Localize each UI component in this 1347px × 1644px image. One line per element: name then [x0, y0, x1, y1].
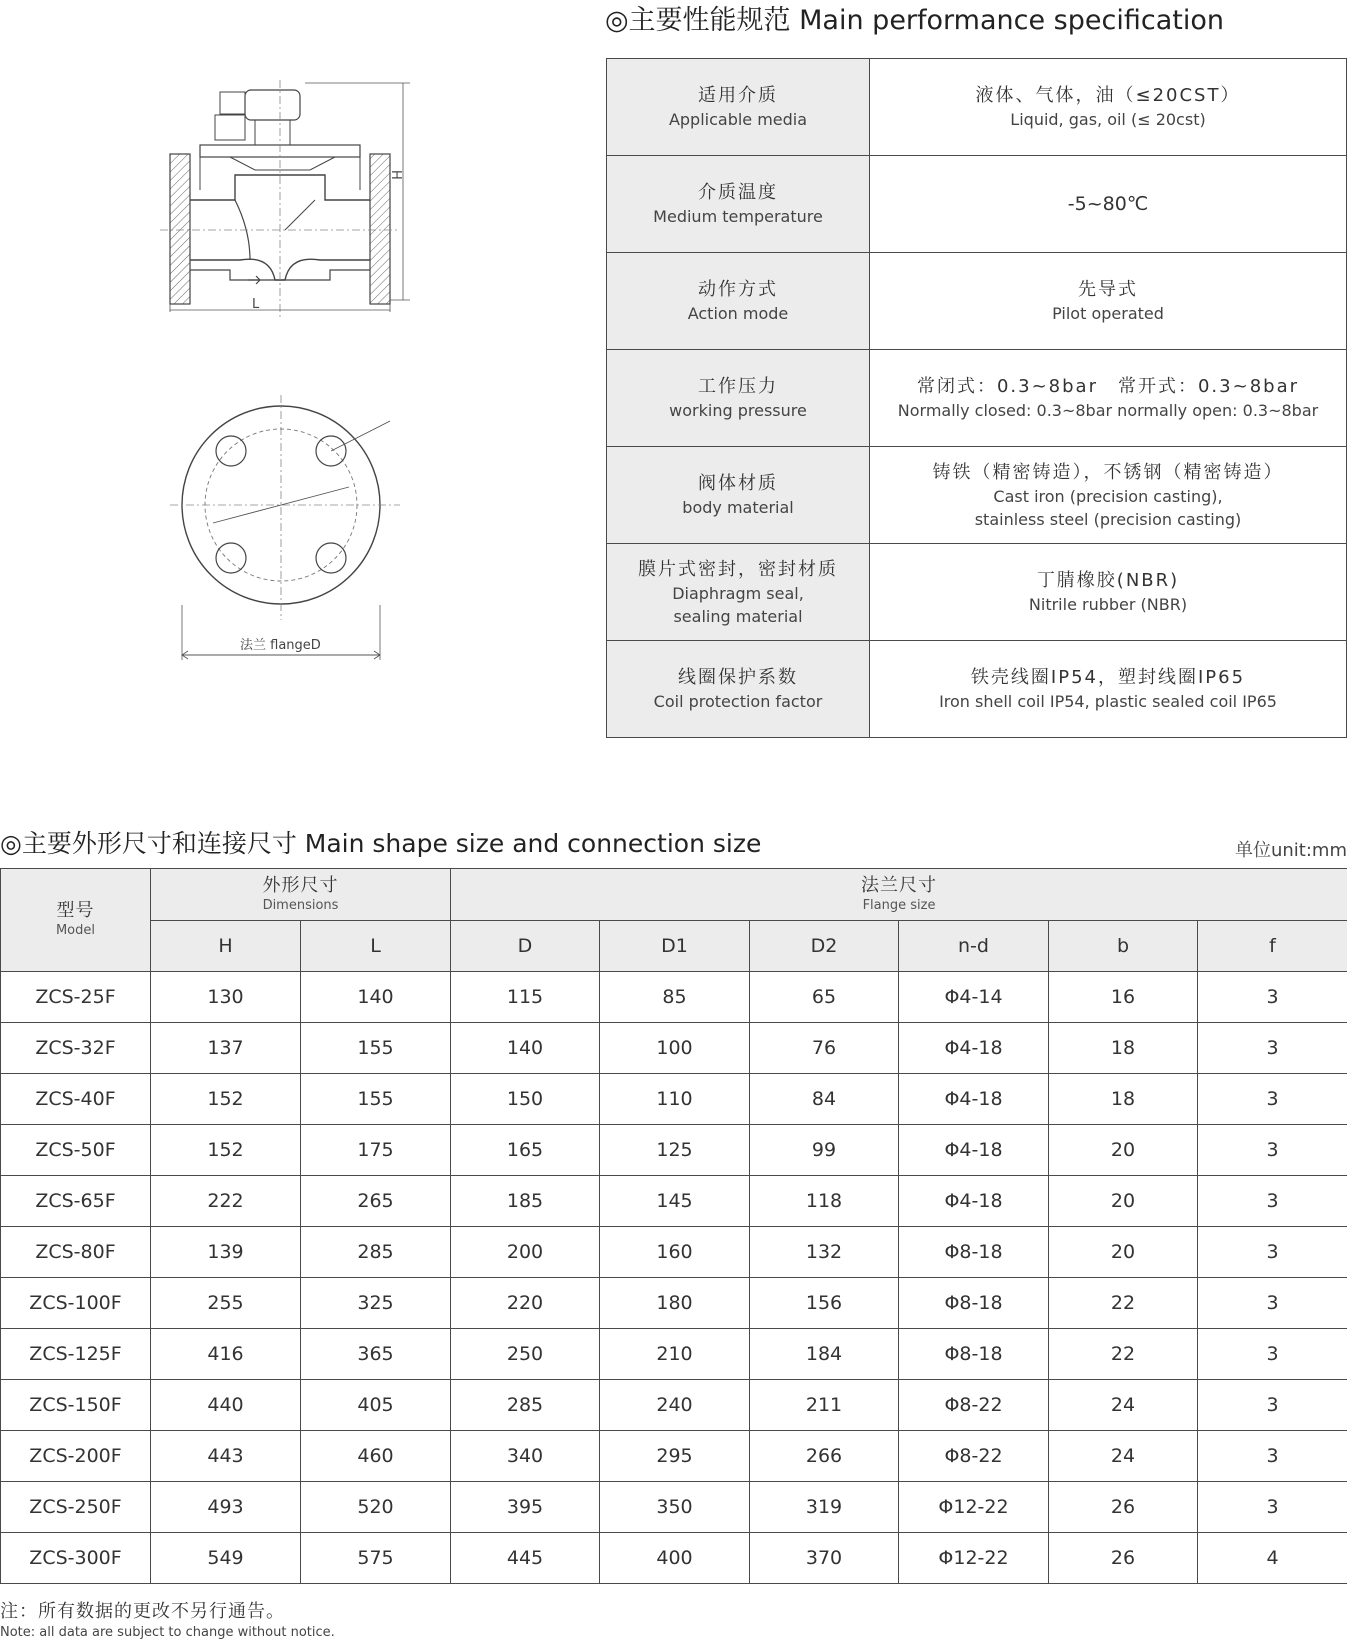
- column-header-l: L: [301, 921, 451, 972]
- value-cell: 285: [301, 1227, 451, 1278]
- model-cell: ZCS-150F: [1, 1380, 151, 1431]
- spec-value-zh: 液体、气体，油（≤20CST）: [975, 85, 1241, 106]
- value-cell: 180: [600, 1278, 750, 1329]
- flange-front-view-drawing: [170, 395, 410, 675]
- spec-row: [607, 59, 1347, 156]
- value-cell: 319: [750, 1482, 899, 1533]
- value-cell: Φ4-18: [899, 1023, 1049, 1074]
- value-cell: 115: [451, 972, 600, 1023]
- value-cell: 266: [750, 1431, 899, 1482]
- value-cell: 400: [600, 1533, 750, 1584]
- value-cell: 340: [451, 1431, 600, 1482]
- spec-value-cell: [870, 544, 1347, 641]
- value-cell: 3: [1198, 1227, 1347, 1278]
- spec-value-en: -5~80℃: [1067, 193, 1149, 215]
- value-cell: 24: [1049, 1431, 1198, 1482]
- spec-value-zh: 丁腈橡胶(NBR): [1036, 570, 1180, 591]
- value-cell: 20: [1049, 1125, 1198, 1176]
- value-cell: 549: [151, 1533, 301, 1584]
- dimensions-header-en: Dimensions: [262, 897, 339, 913]
- size-section-title: ◎主要外形尺寸和连接尺寸 Main shape size and connection size: [0, 829, 762, 858]
- value-cell: 24: [1049, 1380, 1198, 1431]
- spec-label-zh: 膜片式密封，密封材质: [638, 558, 838, 580]
- value-cell: 185: [451, 1176, 600, 1227]
- value-cell: 265: [301, 1176, 451, 1227]
- spec-label-en: Medium temperature: [653, 207, 823, 226]
- spec-label-zh: 线圈保护系数: [678, 667, 798, 688]
- spec-label-en: Applicable media: [668, 110, 808, 129]
- value-cell: 440: [151, 1380, 301, 1431]
- value-cell: 3: [1198, 1431, 1347, 1482]
- spec-label-cell: [607, 156, 870, 253]
- value-cell: 152: [151, 1074, 301, 1125]
- model-cell: ZCS-300F: [1, 1533, 151, 1584]
- spec-label-en: working pressure: [669, 401, 807, 420]
- spec-row: [607, 641, 1347, 738]
- value-cell: 350: [600, 1482, 750, 1533]
- model-cell: ZCS-80F: [1, 1227, 151, 1278]
- value-cell: 139: [151, 1227, 301, 1278]
- value-cell: 130: [151, 972, 301, 1023]
- value-cell: 175: [301, 1125, 451, 1176]
- footnote-zh: 注：所有数据的更改不另行通告。: [0, 1601, 285, 1622]
- model-cell: ZCS-125F: [1, 1329, 151, 1380]
- spec-label-en: Action mode: [687, 304, 789, 323]
- spec-label-en: sealing material: [673, 606, 803, 626]
- value-cell: 110: [600, 1074, 750, 1125]
- model-header-zh: 型号: [56, 900, 95, 921]
- value-cell: 140: [451, 1023, 600, 1074]
- unit-label: 单位unit:mm: [1234, 840, 1347, 861]
- model-cell: ZCS-50F: [1, 1125, 151, 1176]
- value-cell: 4: [1198, 1533, 1347, 1584]
- value-cell: 22: [1049, 1278, 1198, 1329]
- value-cell: 155: [301, 1074, 451, 1125]
- flange-header-zh: 法兰尺寸: [861, 874, 938, 896]
- spec-row: [607, 253, 1347, 350]
- table-row: [1, 1380, 1347, 1431]
- model-cell: ZCS-32F: [1, 1023, 151, 1074]
- value-cell: 3: [1198, 1278, 1347, 1329]
- value-cell: 211: [750, 1380, 899, 1431]
- performance-spec-table: [606, 58, 1347, 738]
- table-row: [1, 1482, 1347, 1533]
- height-dimension-label: H: [388, 170, 403, 180]
- column-header-d: D: [451, 921, 600, 972]
- value-cell: 26: [1049, 1482, 1198, 1533]
- value-cell: 18: [1049, 1023, 1198, 1074]
- value-cell: 3: [1198, 1125, 1347, 1176]
- model-cell: ZCS-65F: [1, 1176, 151, 1227]
- value-cell: 416: [151, 1329, 301, 1380]
- value-cell: 76: [750, 1023, 899, 1074]
- spec-value-cell: [870, 253, 1347, 350]
- model-cell: ZCS-200F: [1, 1431, 151, 1482]
- spec-label-zh: 阀体材质: [698, 473, 778, 494]
- value-cell: 20: [1049, 1176, 1198, 1227]
- column-header-n-d: n-d: [899, 921, 1049, 972]
- value-cell: 150: [451, 1074, 600, 1125]
- table-row: [1, 1431, 1347, 1482]
- spec-row: [607, 350, 1347, 447]
- spec-value-en: Pilot operated: [1052, 304, 1164, 323]
- table-row: [1, 1278, 1347, 1329]
- spec-value-cell: [870, 447, 1347, 544]
- value-cell: 156: [750, 1278, 899, 1329]
- spec-value-en: Normally closed: 0.3~8bar normally open: 0.3~8bar: [897, 401, 1319, 420]
- value-cell: 84: [750, 1074, 899, 1125]
- spec-label-en: body material: [682, 498, 794, 517]
- column-header-h: H: [151, 921, 301, 972]
- value-cell: 240: [600, 1380, 750, 1431]
- spec-value-cell: [870, 641, 1347, 738]
- dimension-table: [0, 868, 1347, 1584]
- value-cell: 3: [1198, 1074, 1347, 1125]
- value-cell: 132: [750, 1227, 899, 1278]
- value-cell: 460: [301, 1431, 451, 1482]
- flange-dimension-label: 法兰 flangeD: [240, 638, 321, 653]
- spec-value-zh: 常闭式：0.3~8bar 常开式：0.3~8bar: [916, 376, 1300, 397]
- model-cell: ZCS-40F: [1, 1074, 151, 1125]
- spec-label-zh: 介质温度: [698, 182, 778, 203]
- value-cell: 165: [451, 1125, 600, 1176]
- dimensions-header-zh: 外形尺寸: [262, 874, 339, 896]
- value-cell: 125: [600, 1125, 750, 1176]
- column-header-b: b: [1049, 921, 1198, 972]
- spec-label-cell: [607, 59, 870, 156]
- spec-section-title: ◎主要性能规范 Main performance specification: [605, 5, 1224, 36]
- value-cell: 445: [451, 1533, 600, 1584]
- spec-value-cell: [870, 59, 1347, 156]
- value-cell: Φ8-18: [899, 1227, 1049, 1278]
- spec-label-en: Diaphragm seal,: [672, 583, 804, 603]
- value-cell: 220: [451, 1278, 600, 1329]
- value-cell: 395: [451, 1482, 600, 1533]
- value-cell: 295: [600, 1431, 750, 1482]
- footnote-en: Note: all data are subject to change without notice.: [0, 1625, 335, 1640]
- table-row: [1, 1023, 1347, 1074]
- value-cell: 255: [151, 1278, 301, 1329]
- value-cell: 210: [600, 1329, 750, 1380]
- model-header-en: Model: [55, 923, 96, 938]
- value-cell: Φ4-18: [899, 1074, 1049, 1125]
- length-dimension-label: L: [252, 297, 260, 312]
- value-cell: Φ12-22: [899, 1533, 1049, 1584]
- value-cell: 3: [1198, 1329, 1347, 1380]
- value-cell: 365: [301, 1329, 451, 1380]
- spec-row: [607, 447, 1347, 544]
- value-cell: 22: [1049, 1329, 1198, 1380]
- flange-size-header: [451, 869, 1347, 921]
- value-cell: 3: [1198, 1176, 1347, 1227]
- value-cell: 155: [301, 1023, 451, 1074]
- table-row: [1, 1176, 1347, 1227]
- value-cell: 160: [600, 1227, 750, 1278]
- spec-value-en: Iron shell coil IP54, plastic sealed coil IP65: [939, 692, 1277, 711]
- spec-label-cell: [607, 641, 870, 738]
- table-row: [1, 1533, 1347, 1584]
- value-cell: 99: [750, 1125, 899, 1176]
- value-cell: 152: [151, 1125, 301, 1176]
- model-cell: ZCS-25F: [1, 972, 151, 1023]
- value-cell: 443: [151, 1431, 301, 1482]
- value-cell: Φ4-18: [899, 1176, 1049, 1227]
- value-cell: 137: [151, 1023, 301, 1074]
- spec-label-cell: [607, 544, 870, 641]
- value-cell: 16: [1049, 972, 1198, 1023]
- table-row: [1, 1074, 1347, 1125]
- spec-value-cell: [870, 350, 1347, 447]
- value-cell: 493: [151, 1482, 301, 1533]
- value-cell: 405: [301, 1380, 451, 1431]
- value-cell: 3: [1198, 1023, 1347, 1074]
- valve-side-view-drawing: [160, 80, 430, 330]
- value-cell: 370: [750, 1533, 899, 1584]
- spec-value-cell: [870, 156, 1347, 253]
- value-cell: Φ8-22: [899, 1431, 1049, 1482]
- table-row: [1, 1125, 1347, 1176]
- value-cell: 20: [1049, 1227, 1198, 1278]
- value-cell: 118: [750, 1176, 899, 1227]
- value-cell: 3: [1198, 972, 1347, 1023]
- value-cell: Φ12-22: [899, 1482, 1049, 1533]
- value-cell: Φ8-18: [899, 1278, 1049, 1329]
- table-row: [1, 1227, 1347, 1278]
- dimensions-header: [151, 869, 451, 921]
- spec-value-zh: 铸铁（精密铸造），不锈钢（精密铸造）: [932, 461, 1284, 483]
- spec-row: [607, 544, 1347, 641]
- value-cell: 100: [600, 1023, 750, 1074]
- spec-value-en: stainless steel (precision casting): [974, 509, 1242, 529]
- spec-label-zh: 适用介质: [698, 85, 778, 106]
- value-cell: Φ8-22: [899, 1380, 1049, 1431]
- value-cell: 285: [451, 1380, 600, 1431]
- spec-label-en: Coil protection factor: [653, 692, 823, 711]
- spec-label-cell: [607, 253, 870, 350]
- model-cell: ZCS-250F: [1, 1482, 151, 1533]
- column-header-f: f: [1198, 921, 1347, 972]
- spec-value-zh: 铁壳线圈IP54，塑封线圈IP65: [970, 667, 1246, 688]
- value-cell: 65: [750, 972, 899, 1023]
- value-cell: Φ4-14: [899, 972, 1049, 1023]
- value-cell: 222: [151, 1176, 301, 1227]
- table-row: [1, 1329, 1347, 1380]
- model-cell: ZCS-100F: [1, 1278, 151, 1329]
- footnote: [0, 1597, 335, 1640]
- value-cell: 85: [600, 972, 750, 1023]
- table-row: [1, 972, 1347, 1023]
- value-cell: 145: [600, 1176, 750, 1227]
- spec-row: [607, 156, 1347, 253]
- spec-value-en: Nitrile rubber (NBR): [1028, 595, 1188, 614]
- value-cell: 325: [301, 1278, 451, 1329]
- flange-header-en: Flange size: [862, 897, 936, 913]
- value-cell: 140: [301, 972, 451, 1023]
- spec-label-cell: [607, 350, 870, 447]
- column-header-d1: D1: [600, 921, 750, 972]
- value-cell: 200: [451, 1227, 600, 1278]
- model-header: [1, 869, 151, 972]
- value-cell: Φ4-18: [899, 1125, 1049, 1176]
- value-cell: 575: [301, 1533, 451, 1584]
- value-cell: Φ8-18: [899, 1329, 1049, 1380]
- value-cell: 250: [451, 1329, 600, 1380]
- spec-value-en: Cast iron (precision casting),: [993, 486, 1223, 506]
- value-cell: 520: [301, 1482, 451, 1533]
- value-cell: 26: [1049, 1533, 1198, 1584]
- spec-value-zh: 先导式: [1078, 279, 1138, 300]
- value-cell: 184: [750, 1329, 899, 1380]
- column-header-d2: D2: [750, 921, 899, 972]
- value-cell: 3: [1198, 1482, 1347, 1533]
- value-cell: 18: [1049, 1074, 1198, 1125]
- spec-label-zh: 工作压力: [698, 376, 778, 397]
- spec-label-zh: 动作方式: [698, 279, 778, 300]
- spec-value-en: Liquid, gas, oil (≤ 20cst): [1010, 110, 1206, 129]
- value-cell: 3: [1198, 1380, 1347, 1431]
- spec-label-cell: [607, 447, 870, 544]
